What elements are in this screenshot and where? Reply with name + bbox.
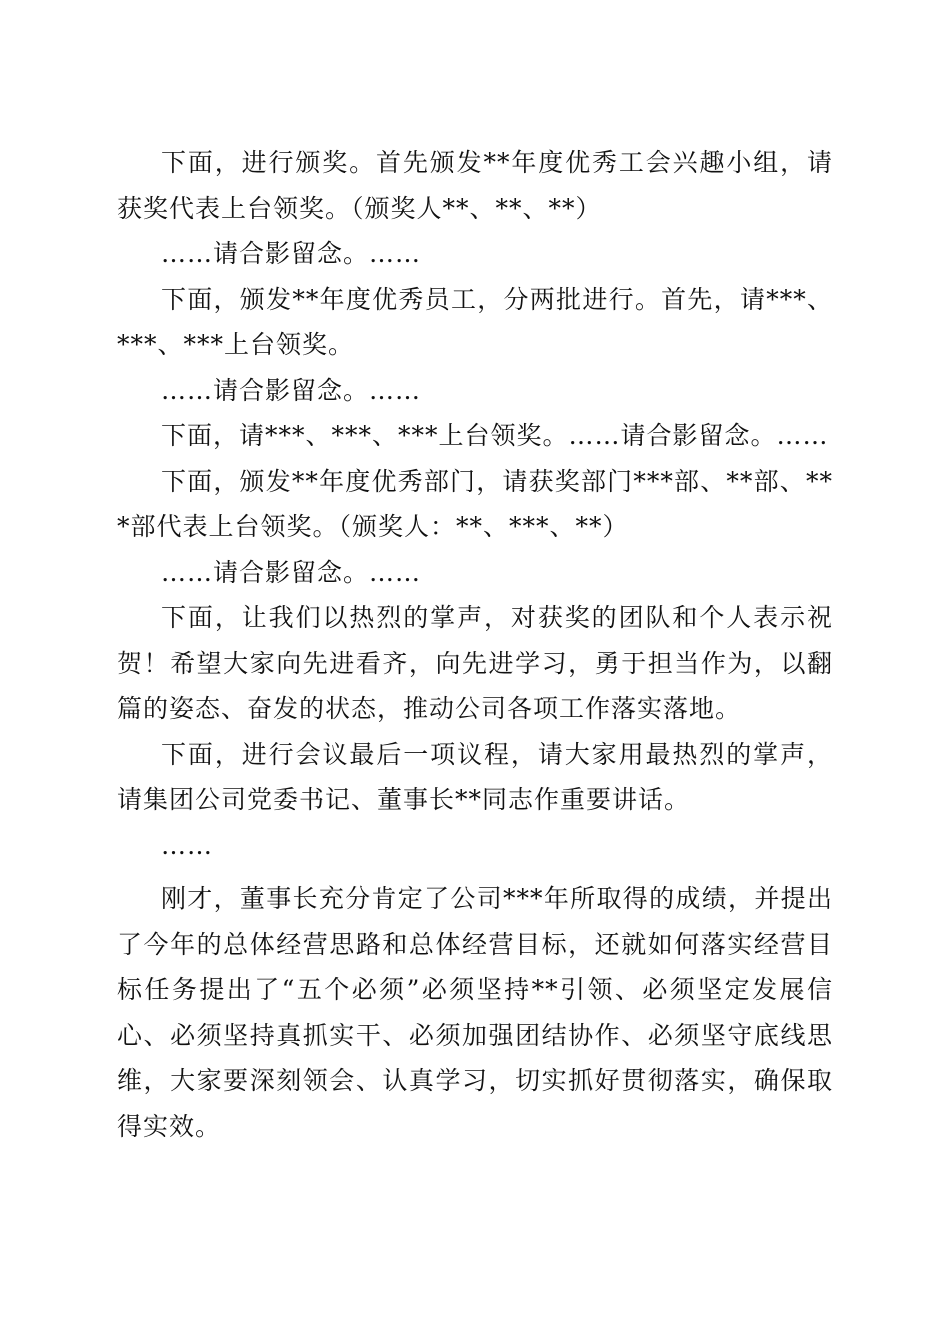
paragraph-award-interest-groups: 下面，进行颁奖。首先颁发**年度优秀工会兴趣小组，请获奖代表上台领奖。（颁奖人**、**、**） xyxy=(117,148,833,223)
paragraph-second-batch: 下面，请***、***、***上台领奖。……请合影留念。…… xyxy=(161,421,829,450)
paragraph-award-departments: 下面，颁发**年度优秀部门，请获奖部门***部、**部、***部代表上台领奖。（颁奖人：**、***、**） xyxy=(117,466,833,541)
paragraph-chairman-speech-intro: 下面，进行会议最后一项议程，请大家用最热烈的掌声，请集团公司党委书记、董事长**同志作重要讲话。 xyxy=(117,739,833,814)
paragraph-photo-1: ……请合影留念。…… xyxy=(161,239,422,268)
paragraph-photo-2: ……请合影留念。…… xyxy=(161,375,422,405)
document-body xyxy=(117,140,833,1149)
paragraph-congratulations: 下面，让我们以热烈的掌声，对获奖的团队和个人表示祝贺！希望大家向先进看齐，向先进学习，勇于担当作为，以翻篇的姿态、奋发的状态，推动公司各项工作落实落地。 xyxy=(117,603,833,723)
paragraph-closing-summary: 刚才，董事长充分肯定了公司***年所取得的成绩，并提出了今年的总体经营思路和总体经营目标，还就如何落实经营目标任务提出了“五个必须”必须坚持**引领、必须坚定发展信心、必须坚持真抓实干、必须加强团结协作、必须坚守底线思维，大家要深刻领会、认真学习，切实抓好贯彻落实，确保取得实效。 xyxy=(117,884,833,1141)
paragraph-ellipsis: …… xyxy=(161,830,213,860)
paragraph-photo-3: ……请合影留念。…… xyxy=(161,557,422,587)
paragraph-award-employees: 下面，颁发**年度优秀员工，分两批进行。首先，请***、***、***上台领奖。 xyxy=(117,284,833,359)
